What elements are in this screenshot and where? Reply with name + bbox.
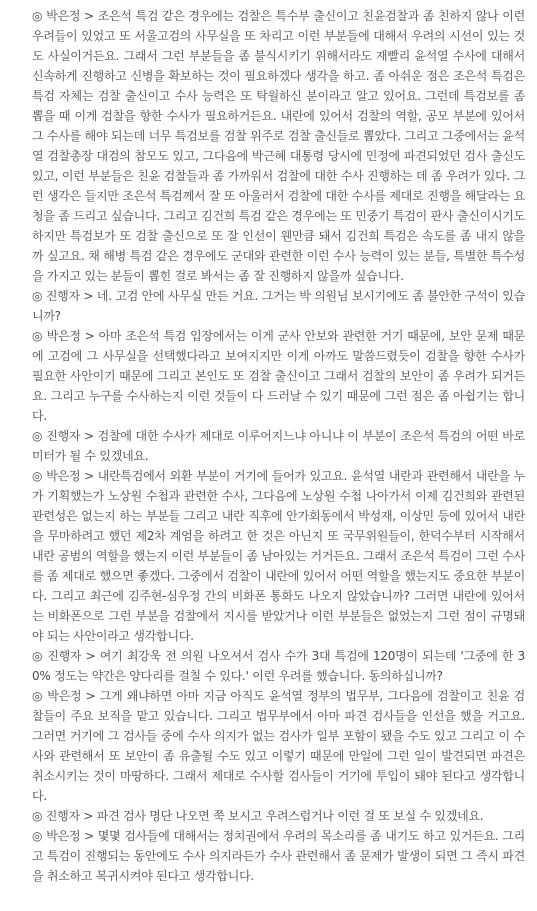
transcript-paragraph: ◎ 박은정 > 몇몇 검사들에 대해서는 정치권에서 우려의 목소리를 좀 내기도 하고 있거든요. 그리고 특검이 진행되는 동안에도 수사 의지라든가 수사 관련해서 좀 문제가 발생이 되면 그 즉시 파견을 취소하고 복귀시켜야 된다고 생각합니다. [32,829,525,883]
transcript-paragraph: ◎ 진행자 > 여기 최강욱 전 의원 나오셔서 검사 수가 3대 특검에 120명이 되는데 '그중에 한 30% 정도는 약간은 양다리를 걸칠 수 있다.' 이런 우려를 했습니다. 동의하십니까? [32,649,525,683]
transcript-paragraph: ◎ 박은정 > 그게 왜냐하면 아마 지금 아직도 윤석열 정부의 법무부, 그다음에 검찰이고 친윤 검찰들이 주요 보직을 맡고 있습니다. 그리고 법무부에서 아마 파견 검사들을 인선을 했을 거고요. 그러면 거기에 그 검사들 중에 수사 의지가 없는 검사가 일부 포함이 됐을 수도 있고 그리고 이 수사와 관련해서 또 보안이 좀 유출될 수도 있고 이렇기 때문에 만일에 그런 일이 발견되면 파견은 취소시키는 것이 마땅하다. 그래서 제대로 수사할 검사들이 거기에 투입이 돼야 된다고 생각합니다. [32,689,525,803]
transcript-paragraph: ◎ 진행자 > 네. 고검 안에 사무실 만든 거요. 그거는 박 의원님 보시기에도 좀 불안한 구석이 있습니까? [32,289,525,323]
transcript-paragraph: ◎ 진행자 > 검찰에 대한 수사가 제대로 이루어지느냐 아니냐 이 부분이 조은석 특검의 어떤 바로미터가 될 수 있겠네요. [32,429,525,463]
transcript-paragraph: ◎ 박은정 > 조은석 특검 같은 경우에는 검찰은 특수부 출신이고 친윤검찰과 좀 친하지 않나 이런 우려들이 있었고 또 서울고검의 사무실을 또 차리고 이런 부분들에 대해서 우려의 시선이 있는 것도 사실이거든요. 그래서 그런 부분들을 좀 불식시키기 위해서라도 재빨리 윤석열 수사에 대해서 신속하게 진행하고 신병을 확보하는 것이 필요하겠다 생각을 하고. 좀 아쉬운 점은 조은석 특검은 특검 자체는 검찰 출신이고 수사 능력은 또 탁월하신 분이라고 알고 있어요. 그런데 특검보를 좀 뽑을 때 이게 검찰을 향한 수사가 필요하거든요. 내란에 있어서 검찰의 역할, 공모 부분에 있어서 그 수사를 해야 되는데 너무 특검보를 검찰 위주로 검찰 출신들로 뽑았다. 그리고 그중에서는 윤석열 검찰총장 대검의 참모도 있고, 그다음에 박근혜 대통령 당시에 민정에 파견되었던 검사 출신도 있고, 이런 부분들은 친윤 검찰들과 좀 가까워서 검찰에 대한 수사 진행하는 데 좀 우려가 있다. 그런 생각은 들지만 조은석 특검께서 잘 또 아울러서 검찰에 대한 수사를 제대로 진행을 해달라는 요청을 좀 드리고 싶습니다. 그리고 김건희 특검 같은 경우에는 또 민중기 특검이 판사 출신이시기도 하지만 특검보가 또 검찰 출신으로 또 잘 인선이 웬만큼 돼서 김건희 특검은 속도를 좀 내지 않을까 싶고요. 채 해병 특검 같은 경우에도 군대와 관련한 이런 수사 능력이 있는 분들, 특별한 특수성을 가지고 있는 분들이 뽑힌 걸로 봐서는 좀 잘 진행하지 않을까 싶습니다. [32,9,525,283]
transcript-paragraph: ◎ 박은정 > 아마 조은석 특검 입장에서는 이게 군사 안보와 관련한 거기 때문에, 보안 문제 때문에 고검에 그 사무실을 선택했다라고 보여지지만 이게 아까도 말씀드렸듯이 검찰을 향한 수사가 필요한 사안이기 때문에 그리고 본인도 또 검찰 출신이고 그래서 검찰의 보안이 좀 우려가 되거든요. 그리고 누구를 수사하는지 이런 것들이 다 드러날 수 있기 때문에 그런 점은 좀 아쉽기는 합니다. [32,329,525,423]
transcript-paragraph: ◎ 박은정 > 내란특검에서 외환 부분이 거기에 들어가 있고요. 윤석열 내란과 관련해서 내란을 누가 기획했는가 노상원 수첩과 관련한 수사, 그다음에 노상원 수첩 나아가서 이제 김건희와 관련된 관련성은 없는지 하는 부분들 그리고 내란 직후에 안가회동에서 박성재, 이상민 등에 있어서 내란을 무마하려고 했던 제2차 계엄을 하려고 한 것은 아닌지 또 국무위원들이, 한덕수부터 시작해서 내란 공범의 역할을 했는지 이런 부분들이 좀 남아있는 거거든요. 그래서 조은석 특검이 그런 수사를 좀 제대로 했으면 좋겠다. 그중에서 검찰이 내란에 있어서 어떤 역할을 했는지도 중요한 부분이다. 그리고 최근에 김주현-심우정 간의 비화폰 통화도 나오지 않았습니까? 그러면 내란에 있어서는 비화폰으로 그런 부분을 검찰에서 지시를 받았거나 이런 부분들은 없었는지 그런 점이 규명돼야 되는 사안이라고 생각합니다. [32,469,525,643]
transcript-paragraph: ◎ 진행자 > 파견 검사 명단 나오면 쭉 보시고 우려스럽거나 이런 걸 또 보실 수 있겠네요. [32,809,484,823]
